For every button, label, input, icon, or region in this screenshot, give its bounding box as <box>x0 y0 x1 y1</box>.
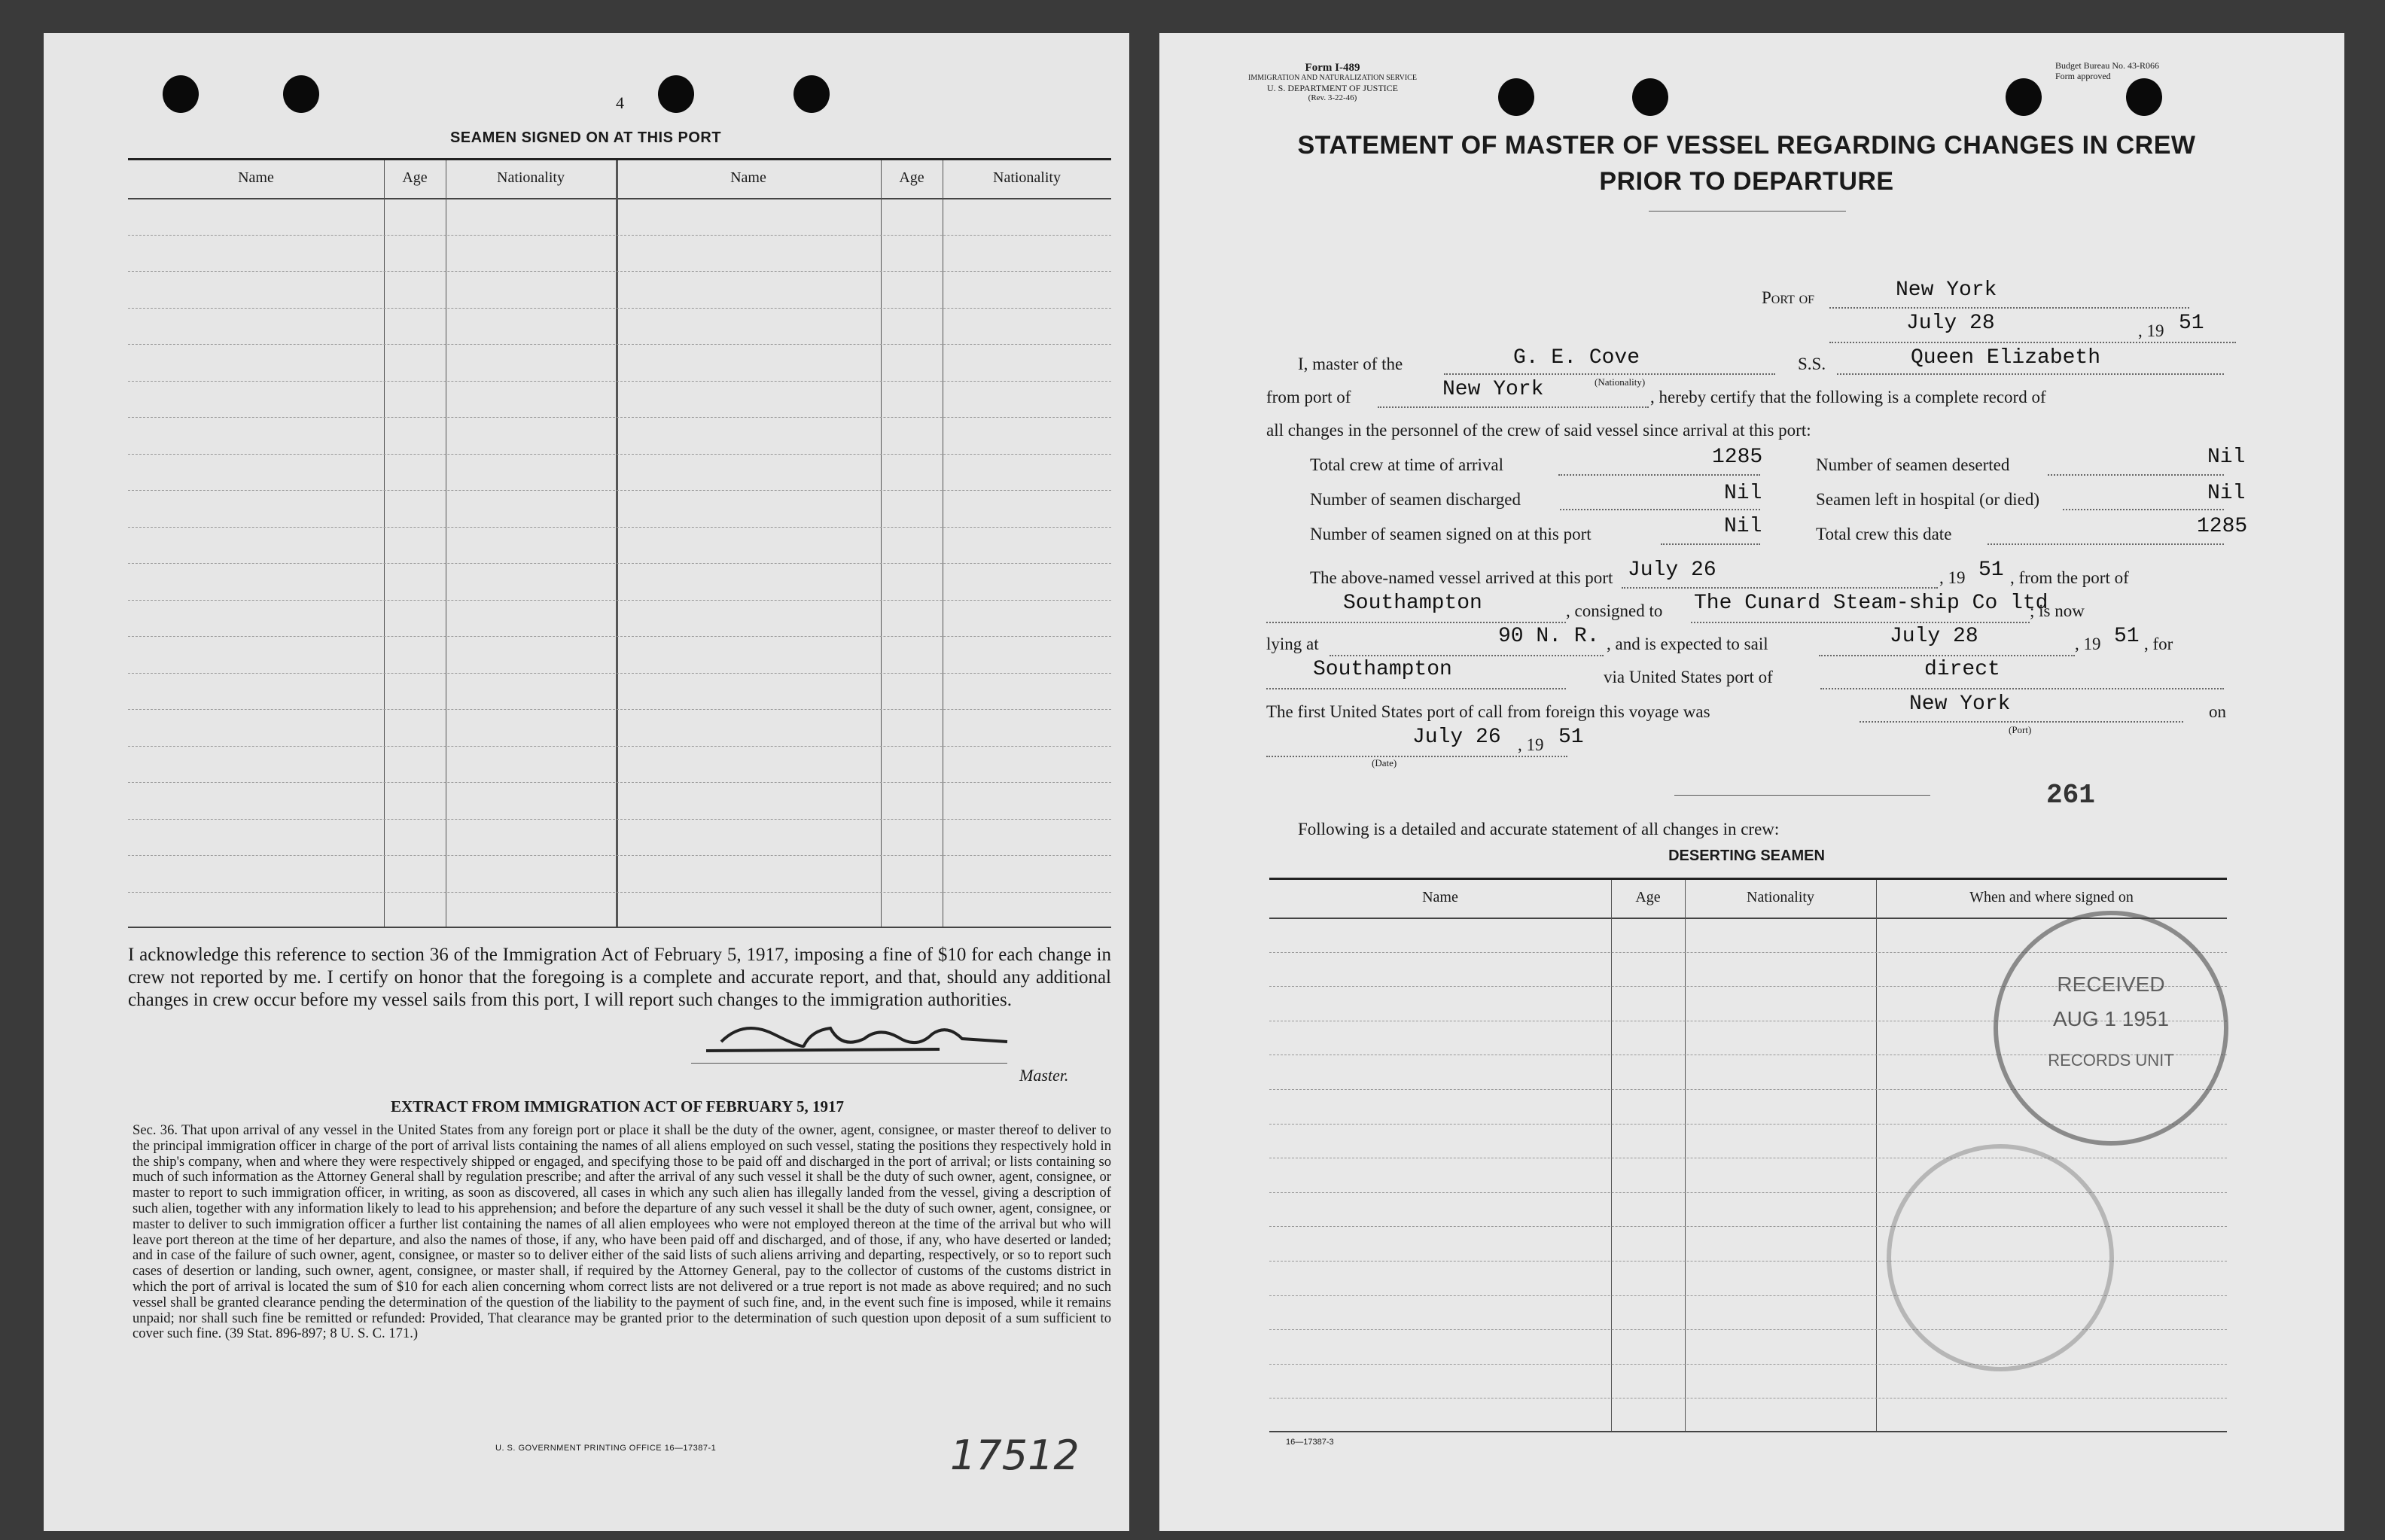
column-header-signed-on: When and where signed on <box>1969 889 2134 905</box>
deserted-label: Number of seamen deserted <box>1816 455 2010 474</box>
hospital-label: Seamen left in hospital (or died) <box>1816 490 2040 509</box>
stamp-received-text: RECEIVED <box>2057 972 2165 996</box>
agency-name: IMMIGRATION AND NATURALIZATION SERVICE <box>1248 74 1417 82</box>
master-field-line <box>1444 373 1775 375</box>
master-label: Master. <box>1019 1066 1069 1085</box>
punch-hole <box>2126 78 2162 116</box>
lying-field-line <box>1330 655 1604 656</box>
table-row <box>128 746 1111 747</box>
first-port-year-prefix: , 19 <box>1518 735 1544 754</box>
first-port-date: July 26 <box>1412 726 1501 749</box>
column-divider <box>1876 880 1877 1432</box>
printing-office-footer: U. S. GOVERNMENT PRINTING OFFICE 16—17387-1 <box>495 1444 717 1453</box>
table-row <box>128 344 1111 345</box>
consignee: The Cunard Steam-ship Co ltd <box>1694 592 2048 615</box>
faint-stamp <box>1887 1144 2114 1371</box>
via-port: direct <box>1924 658 2000 681</box>
table-row <box>128 819 1111 820</box>
signature-line <box>691 1063 1007 1064</box>
leader-dots <box>1558 474 1760 476</box>
punch-hole <box>1498 78 1534 116</box>
consigned-label: , consigned to <box>1566 601 1663 620</box>
now-label: ; is now <box>2030 601 2085 620</box>
arrived-field-line <box>1622 587 1938 589</box>
port-label: Port of <box>1762 288 1815 307</box>
origin-field-line <box>1266 622 1566 623</box>
handwritten-number: 17512 <box>950 1432 1080 1479</box>
table-row <box>1269 1364 2227 1365</box>
from-port-label: from port of <box>1266 388 1351 406</box>
table-row <box>128 709 1111 710</box>
expected-label: , and is expected to sail <box>1607 635 1768 653</box>
received-stamp <box>1994 911 2228 1146</box>
discharged-value: Nil <box>1724 482 1762 505</box>
extract-text: Sec. 36. That upon arrival of any vessel in the United States from any foreign port or place it shall be the duty of the owner, agent, consignee, or master thereof to deliver to the principal immigration officer in charge of the port of arrival lists containing the names of all aliens employed on such vessel, stating the positions they respectively hold in the ship's company, when and where they were respectively shipped or engaged, and specifying those to be paid off and discharged in the port of arrival; or lists containing so much of such information as the Attorney General shall by regulation prescribe; and after the arrival of any such vessel it shall be the duty of such owner, agent, consignee, or master to report to such immigration officer, in writing, as soon as discovered, all cases in which any such alien has illegally landed from the vessel, giving a description of such alien, together with any information likely to lead to his apprehension; and before the departure of any such vessel it shall be the duty of such owner, agent, consignee, or master to deliver to such immigration officer a further list containing the names of all alien employees who were not employed thereon at the time of the arrival but who will leave port thereon at the time of her departure, and also the names of those, if any, who have been paid off and discharged, and of those, if any, who have deserted or landed; and in case of the failure of such owner, agent, consignee, or master so to deliver either of the said lists of such aliens arriving and departing, respectively, or so to report such cases of desertion or landing, such owner, agent, consignee, or master shall, if required by the Attorney General, pay to the collector of customs of the customs district in which the port of arrival is located the sum of $10 for each alien concerning whom correct lists are not delivered or a true report is not made as above required; and no such vessel shall be granted clearance pending the determination of the question of the liability to the payment of such fine, and, in the event such fine is imposed, while it remains unpaid; nor shall such fine be remitted or refunded: Provided, That clearance may be granted prior to the determination of such question upon deposit of a sum sufficient to cover such fine. (39 Stat. 896-897; 8 U. S. C. 171.) <box>132 1122 1111 1342</box>
column-divider <box>384 160 385 928</box>
hospital-value: Nil <box>2207 482 2246 505</box>
separator-rule <box>1674 795 1930 796</box>
from-port-value: New York <box>1442 378 1544 401</box>
first-port-date-line <box>1266 756 1567 757</box>
column-header-name: Name <box>1422 889 1458 905</box>
sail-year-prefix: , 19 <box>2075 635 2101 653</box>
leader-dots <box>1560 509 1760 510</box>
table-row <box>128 454 1111 455</box>
lying-label: lying at <box>1266 635 1319 653</box>
column-header-age: Age <box>402 169 428 186</box>
table-row <box>128 636 1111 637</box>
form-approved-label: Form approved <box>2055 71 2111 81</box>
table-row <box>128 381 1111 382</box>
table-row <box>128 271 1111 272</box>
column-header-name: Name <box>730 169 766 186</box>
punch-hole <box>163 75 199 113</box>
sail-field-line <box>1819 655 2075 656</box>
form-revision: (Rev. 3-22-46) <box>1308 93 1357 102</box>
following-text: Following is a detailed and accurate statement of all changes in crew: <box>1298 820 1780 838</box>
title-rule <box>1649 211 1846 212</box>
column-header-age: Age <box>899 169 924 186</box>
table-bottom-rule <box>128 927 1111 928</box>
column-divider <box>616 160 618 928</box>
department-name: U. S. DEPARTMENT OF JUSTICE <box>1267 83 1398 93</box>
first-port: New York <box>1909 692 2011 716</box>
master-value: G. E. Cove <box>1513 346 1640 370</box>
punch-hole <box>793 75 830 113</box>
table-row <box>128 600 1111 601</box>
sail-year: 51 <box>2114 625 2140 648</box>
date-field-line <box>1829 342 2236 343</box>
punch-hole <box>283 75 319 113</box>
column-header-nationality: Nationality <box>497 169 565 186</box>
origin-port: Southampton <box>1343 592 1482 615</box>
table-row <box>128 855 1111 856</box>
certify-text: , hereby certify that the following is a complete record of <box>1650 388 2046 406</box>
port-caption: (Port) <box>2009 724 2032 735</box>
page-number: 4 <box>616 93 624 112</box>
table-row <box>128 308 1111 309</box>
nationality-caption: (Nationality) <box>1595 376 1646 388</box>
date-caption: (Date) <box>1372 757 1397 768</box>
leader-dots <box>1661 543 1760 545</box>
port-field-line <box>1829 307 2189 309</box>
form-number: Form I-489 <box>1305 62 1360 74</box>
punch-hole <box>2006 78 2042 116</box>
date-year-prefix: , 19 <box>2138 321 2164 340</box>
table-row <box>128 782 1111 783</box>
stamp-records-unit-text: RECORDS UNIT <box>2048 1051 2174 1070</box>
table-row <box>128 673 1111 674</box>
total-crew-arrival-value: 1285 <box>1712 446 1763 469</box>
punch-hole <box>1632 78 1668 116</box>
left-page <box>44 33 1129 1531</box>
first-port-label: The first United States port of call from foreign this voyage was <box>1266 702 1710 721</box>
arrived-date: July 26 <box>1628 558 1716 582</box>
form-title-line1: STATEMENT OF MASTER OF VESSEL REGARDING CHANGES IN CREW <box>1297 131 2196 160</box>
table-row <box>128 892 1111 893</box>
total-crew-label: Total crew this date <box>1816 525 1952 543</box>
total-crew-value: 1285 <box>2197 515 2248 538</box>
destination-field-line <box>1266 688 1566 689</box>
date-value: July 28 <box>1906 312 1995 335</box>
date-year: 51 <box>2179 312 2204 335</box>
leader-dots <box>2048 474 2224 476</box>
arrived-year: 51 <box>1978 558 2004 582</box>
column-divider <box>1611 880 1612 1432</box>
table-row <box>128 527 1111 528</box>
stamp-date-text: AUG 1 1951 <box>2052 1007 2170 1030</box>
port-value: New York <box>1896 278 1997 302</box>
deserting-seamen-heading: DESERTING SEAMEN <box>1668 848 1825 864</box>
column-header-age: Age <box>1635 889 1661 905</box>
for-label: , for <box>2144 635 2173 653</box>
column-header-name: Name <box>238 169 274 186</box>
deserted-value: Nil <box>2207 446 2246 469</box>
right-page <box>1159 33 2344 1531</box>
from-the-port-label: , from the port of <box>2010 568 2129 587</box>
certification-paragraph: I acknowledge this reference to section 36 of the Immigration Act of February 5, 1917, imposing a fine of $10 for each change in crew not reported by me. I certify on honor that the foregoing is a complete and accurate report, and that, should any additional changes in crew occur before my vessel sails from this port, I will report such changes to the immigration authorities. <box>128 945 1111 1010</box>
table-header <box>128 160 1111 199</box>
table-row <box>128 235 1111 236</box>
form-title-line2: PRIOR TO DEPARTURE <box>1599 167 1894 196</box>
extract-heading: EXTRACT FROM IMMIGRATION ACT OF FEBRUARY 5, 1917 <box>390 1097 845 1115</box>
discharged-label: Number of seamen discharged <box>1310 490 1521 509</box>
signature-scribble <box>691 1012 1113 1069</box>
table-row <box>128 417 1111 418</box>
on-label: on <box>2209 702 2226 721</box>
signed-on-value: Nil <box>1724 515 1762 538</box>
column-divider <box>1685 880 1686 1432</box>
form-footer: 16—17387-3 <box>1286 1438 1334 1447</box>
first-port-year: 51 <box>1558 726 1584 749</box>
first-port-field-line <box>1860 721 2183 723</box>
column-header-nationality: Nationality <box>993 169 1061 186</box>
via-field-line <box>1820 688 2224 689</box>
page-count: 261 <box>2046 780 2095 811</box>
from-port-field-line <box>1378 406 1649 408</box>
ss-value: Queen Elizabeth <box>1911 346 2101 370</box>
destination: Southampton <box>1313 658 1452 681</box>
seamen-signed-on-heading: SEAMEN SIGNED ON AT THIS PORT <box>449 129 722 146</box>
table-bottom-rule <box>1269 1431 2227 1432</box>
table-row <box>128 490 1111 491</box>
arrived-year-prefix: , 19 <box>1939 568 1966 587</box>
arrived-label: The above-named vessel arrived at this port <box>1310 568 1613 587</box>
seamen-signed-on-table <box>128 158 1111 928</box>
column-divider <box>881 160 882 928</box>
certify-text-line2: all changes in the personnel of the crew of said vessel since arrival at this port: <box>1266 421 1811 440</box>
via-label: via United States port of <box>1604 668 1773 686</box>
signed-on-label: Number of seamen signed on at this port <box>1310 525 1592 543</box>
total-crew-arrival-label: Total crew at time of arrival <box>1310 455 1504 474</box>
lying-at: 90 N. R. <box>1498 625 1600 648</box>
column-header-nationality: Nationality <box>1747 889 1814 905</box>
budget-bureau-number: Budget Bureau No. 43-R066 <box>2055 60 2159 71</box>
punch-hole <box>658 75 694 113</box>
table-row <box>128 563 1111 564</box>
leader-dots <box>2063 509 2224 510</box>
ss-field-line <box>1837 373 2224 375</box>
leader-dots <box>1988 543 2224 545</box>
consignee-field-line <box>1691 622 2030 623</box>
sail-date: July 28 <box>1890 625 1978 648</box>
ss-label: S.S. <box>1798 355 1826 373</box>
master-signature <box>691 1012 1113 1069</box>
master-label: I, master of the <box>1298 355 1403 373</box>
